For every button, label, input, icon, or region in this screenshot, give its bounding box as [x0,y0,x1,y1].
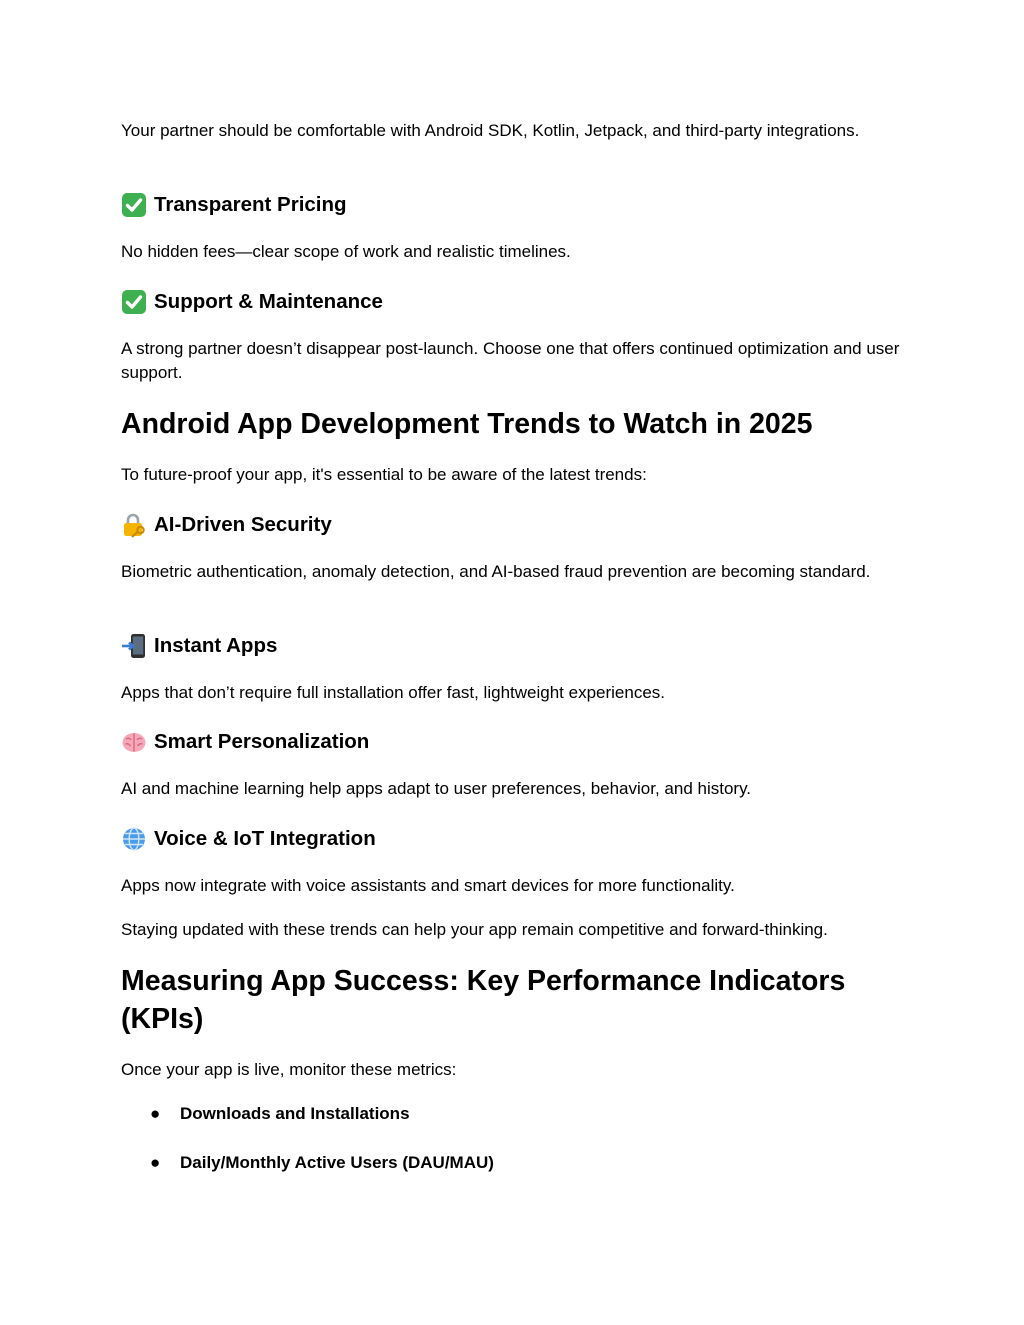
paragraph-trends-intro: To future-proof your app, it's essential to be aware of the latest trends: [121,465,647,484]
subheading-smart-personalization [121,729,901,755]
subheading-transparent-pricing [121,192,901,218]
check-mark-icon [121,289,147,315]
paragraph-voice-iot: Apps now integrate with voice assistants and smart devices for more functionality. [121,876,735,895]
heading-kpis: Measuring App Success: Key Performance Indicators (KPIs) [121,965,846,1035]
bullet-marker: ● [150,1104,161,1123]
paragraph-support: A strong partner doesn’t disappear post-launch. Choose one that offers continued optimization and user support. [121,339,900,382]
paragraph-kpis-intro: Once your app is live, monitor these metrics: [121,1060,457,1079]
subheading-voice-iot [121,826,901,852]
subheading-ai-security [121,512,901,538]
subheading-instant-apps [121,633,901,659]
paragraph-security: Biometric authentication, anomaly detection, and AI-based fraud prevention are becoming standard. [121,562,871,581]
subheading-label: AI-Driven Security [154,513,332,536]
list-item-label: Daily/Monthly Active Users (DAU/MAU) [180,1153,494,1172]
list-item [150,1151,494,1175]
check-mark-icon [121,192,147,218]
bullet-marker: ● [150,1153,161,1172]
heading-trends: Android App Development Trends to Watch in 2025 [121,408,813,440]
paragraph-trends-summary: Staying updated with these trends can help your app remain competitive and forward-thinking. [121,920,828,939]
subheading-support-maintenance [121,289,901,315]
paragraph-pricing: No hidden fees—clear scope of work and realistic timelines. [121,242,571,261]
brain-icon [121,729,147,755]
paragraph-tech-skills: Your partner should be comfortable with Android SDK, Kotlin, Jetpack, and third-party integrations. [121,121,860,140]
list-item [150,1102,410,1126]
list-item-label: Downloads and Installations [180,1104,410,1123]
subheading-label: Voice & IoT Integration [154,827,376,850]
paragraph-instant-apps: Apps that don’t require full installation offer fast, lightweight experiences. [121,683,665,702]
paragraph-personalization: AI and machine learning help apps adapt to user preferences, behavior, and history. [121,779,752,798]
subheading-label: Transparent Pricing [154,193,347,216]
subheading-label: Support & Maintenance [154,290,383,313]
mobile-arrow-icon [121,633,147,659]
subheading-label: Smart Personalization [154,730,370,753]
locked-with-key-icon [121,512,147,538]
globe-icon [121,826,147,852]
subheading-label: Instant Apps [154,634,278,657]
